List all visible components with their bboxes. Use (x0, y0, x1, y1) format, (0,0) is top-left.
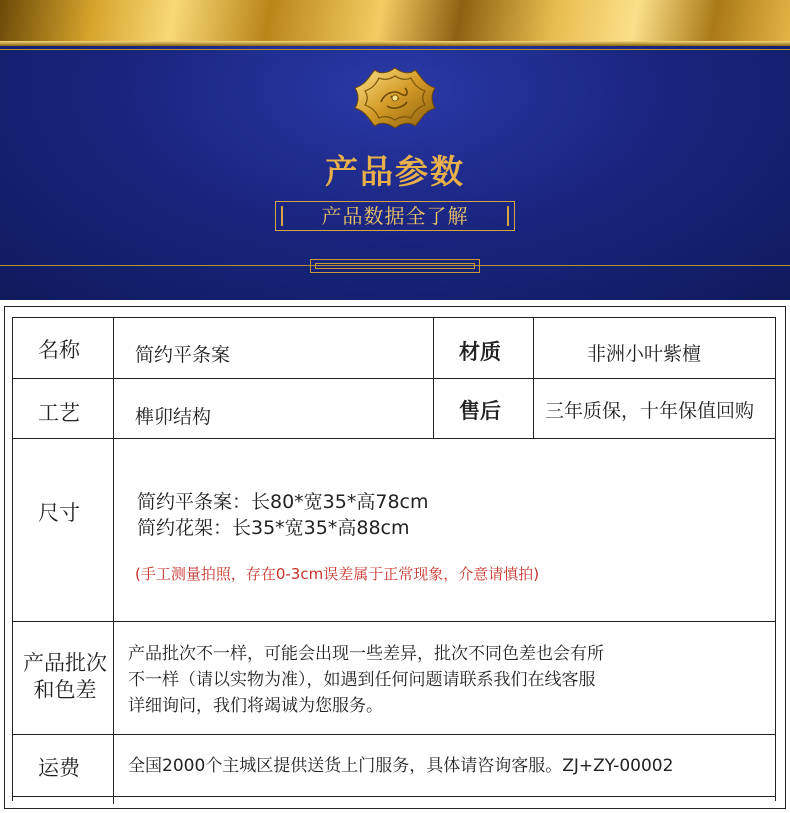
table-border (775, 317, 776, 801)
size-line-table: 简约平条案：长80*宽35*高78cm (137, 491, 429, 513)
label-material: 材质 (459, 339, 501, 364)
table-row-divider (12, 734, 776, 735)
subtitle-frame (275, 201, 515, 231)
table-row-divider (12, 378, 776, 379)
page-title: 产品参数 (325, 152, 465, 191)
label-size: 尺寸 (38, 501, 80, 525)
table-border (12, 796, 776, 797)
table-row-divider (12, 438, 776, 439)
table-row-divider (12, 621, 776, 622)
label-batch-line1: 产品批次 (23, 651, 107, 675)
gold-divider-line (0, 49, 790, 50)
size-line-stand: 简约花架：长35*宽35*高88cm (137, 517, 410, 539)
value-material: 非洲小叶紫檀 (587, 343, 702, 365)
label-shipping: 运费 (38, 756, 80, 780)
label-batch-line2: 和色差 (33, 678, 97, 702)
value-after-sales: 三年质保，十年保值回购 (545, 400, 755, 422)
batch-line1: 产品批次不一样，可能会出现一些差异，批次不同色差也会有所 (128, 644, 604, 664)
table-column-divider (433, 317, 434, 439)
table-column-divider (113, 317, 114, 797)
table-border (12, 317, 776, 318)
label-name: 名称 (38, 338, 80, 362)
value-name: 简约平条案 (135, 344, 231, 366)
label-craft: 工艺 (38, 401, 80, 425)
header-banner (0, 0, 790, 300)
batch-line2: 不一样（请以实物为准），如遇到任何问题请联系我们在线客服 (128, 670, 596, 690)
label-after-sales: 售后 (459, 398, 501, 423)
dragon-medallion-icon (351, 66, 439, 130)
gold-foil-strip (0, 0, 790, 46)
measurement-note: (手工测量拍照，存在0-3cm误差属于正常现象，介意请慎拍) (135, 565, 540, 583)
table-column-divider (533, 317, 534, 439)
batch-line3: 详细询问，我们将竭诚为您服务。 (128, 696, 383, 716)
decorative-frame (310, 259, 480, 273)
table-border (12, 317, 13, 801)
subtitle: 产品数据全了解 (321, 204, 469, 228)
value-craft: 榫卯结构 (135, 406, 212, 428)
label-batch-color (17, 650, 113, 704)
table-column-divider (113, 796, 114, 804)
batch-description (128, 641, 604, 719)
value-shipping: 全国2000个主城区提供送货上门服务，具体请咨询客服。ZJ+ZY-00002 (128, 756, 674, 776)
parameter-table (0, 301, 790, 813)
